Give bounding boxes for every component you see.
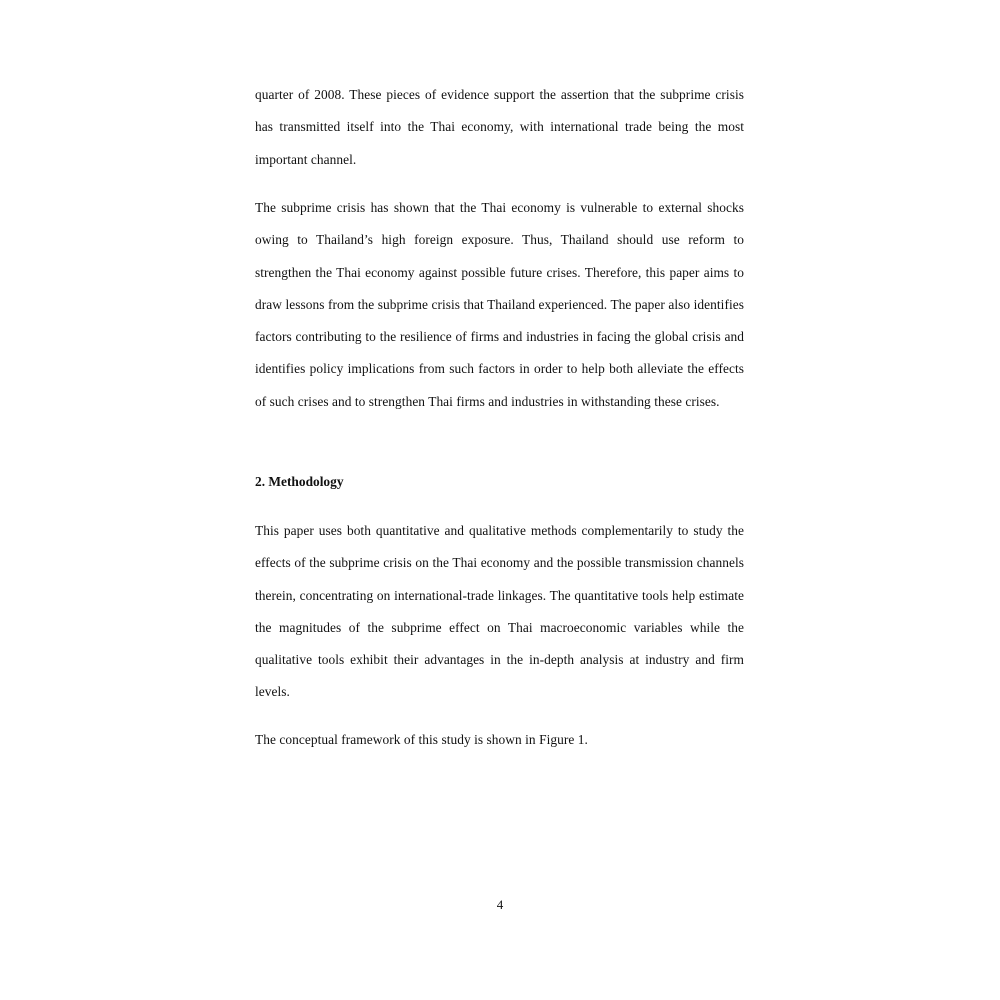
- paragraph-methods: This paper uses both quantitative and qualitative methods complementarily to study the effects of the subprime crisis on the Thai economy and the possible transmission channels therein, concentrating on international-trade linkages. The quantitative tools help estimate the magnitudes of the subprime effect on Thai macroeconomic variables while the qualitative tools exhibit their advantages in the in-depth analysis at industry and firm levels.: [255, 523, 744, 700]
- paragraph-subprime-vulnerability: The subprime crisis has shown that the Thai economy is vulnerable to external shocks owing to Thailand’s high foreign exposure. Thus, Thailand should use reform to strengthen the Thai economy against possible future crises. Therefore, this paper aims to draw lessons from the subprime crisis that Thailand experienced. The paper also identifies factors contributing to the resilience of firms and industries in facing the global crisis and identifies policy implications from such factors in order to help both alleviate the effects of such crises and to strengthen Thai firms and industries in withstanding these crises.: [255, 200, 744, 409]
- paragraph-continuation: quarter of 2008. These pieces of evidence support the assertion that the subprime crisis has transmitted itself into the Thai economy, with international trade being the most important channel.: [255, 87, 744, 167]
- section-heading-methodology: 2. Methodology: [255, 474, 344, 489]
- page-number: 4: [496, 897, 504, 912]
- paragraph-framework-reference: The conceptual framework of this study is shown in Figure 1.: [255, 732, 588, 747]
